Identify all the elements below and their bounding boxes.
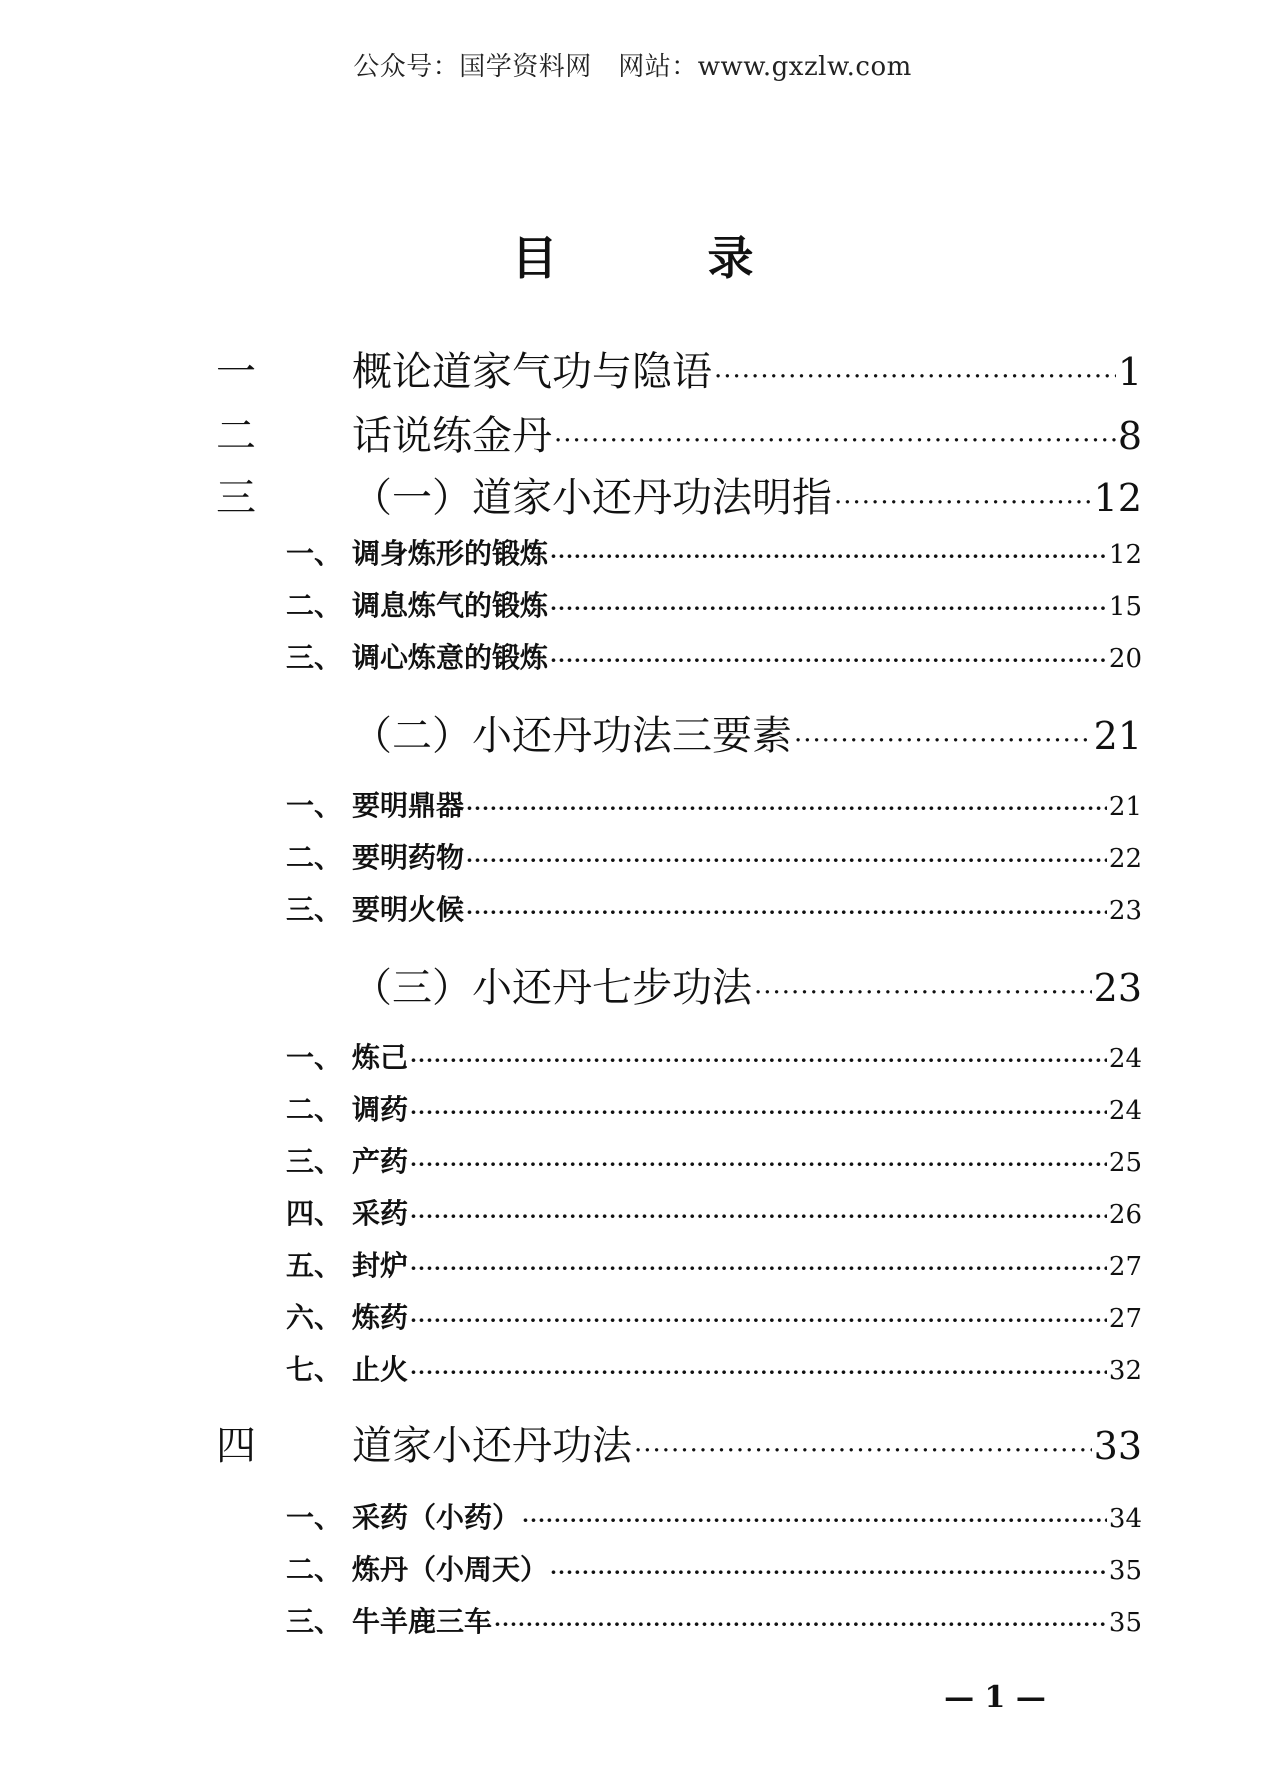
toc-entry-minor[interactable] [352, 532, 1142, 572]
toc-entry-major[interactable] [352, 956, 1142, 1013]
entry-title: 调息炼气的锻炼 [352, 589, 549, 622]
entry-title: 调身炼形的锻炼 [352, 537, 549, 570]
leader-dots [834, 488, 1092, 518]
leader-dots [410, 1256, 1107, 1280]
toc-entry-minor[interactable] [352, 1296, 1142, 1336]
entry-prefix: 一、 [286, 789, 343, 822]
entry-title: 调心炼意的锻炼 [352, 641, 549, 674]
entry-title: （一）道家小还丹功法明指 [352, 475, 832, 521]
leader-dots [410, 1308, 1107, 1332]
toc-entry-major[interactable] [352, 1414, 1142, 1471]
toc-entry-major[interactable] [352, 466, 1142, 523]
entry-prefix: 一、 [286, 1501, 343, 1534]
entry-page: 27 [1108, 1252, 1142, 1282]
title-left-char: 目 [511, 231, 558, 285]
entry-title: 调药 [352, 1093, 409, 1126]
toc-entry-minor[interactable] [352, 1140, 1142, 1180]
entry-page: 21 [1108, 792, 1142, 822]
entry-prefix: 三、 [286, 1145, 343, 1178]
toc-entry-minor[interactable] [352, 1600, 1142, 1640]
entry-title: 采药 [352, 1197, 409, 1230]
entry-prefix: 二、 [286, 1093, 343, 1126]
section-marker: 四 [216, 1423, 256, 1469]
entry-title: 要明火候 [352, 893, 465, 926]
entry-title: 道家小还丹功法 [352, 1423, 632, 1469]
toc-entry-minor[interactable] [352, 1192, 1142, 1232]
leader-dots [522, 1508, 1107, 1532]
leader-dots [410, 1204, 1107, 1228]
entry-prefix: 三、 [286, 893, 343, 926]
leader-dots [634, 1436, 1092, 1466]
leader-dots [466, 900, 1107, 924]
leader-dots [410, 1100, 1107, 1124]
leader-dots [550, 544, 1107, 568]
entry-page: 35 [1108, 1608, 1142, 1638]
entry-prefix: 二、 [286, 589, 343, 622]
entry-prefix: 一、 [286, 537, 343, 570]
entry-page: 24 [1108, 1096, 1142, 1126]
entry-page: 23 [1093, 966, 1142, 1010]
page-number: — 1 — [944, 1680, 1046, 1715]
leader-dots [550, 648, 1107, 672]
entry-page: 23 [1108, 896, 1142, 926]
entry-title: 封炉 [352, 1249, 409, 1282]
toc-entry-minor[interactable] [352, 888, 1142, 928]
entry-page: 15 [1108, 592, 1142, 622]
entry-title: 炼丹（小周天） [352, 1553, 549, 1586]
leader-dots [410, 1048, 1107, 1072]
entry-page: 35 [1108, 1556, 1142, 1586]
leader-dots [794, 726, 1092, 756]
toc-entry-minor[interactable] [352, 1348, 1142, 1388]
leader-dots [466, 848, 1107, 872]
entry-title: 炼己 [352, 1041, 409, 1074]
leader-dots [754, 978, 1092, 1008]
leader-dots [714, 362, 1116, 392]
leader-dots [410, 1360, 1107, 1384]
entry-title: （二）小还丹功法三要素 [352, 713, 792, 759]
entry-page: 12 [1108, 540, 1142, 570]
entry-prefix: 二、 [286, 841, 343, 874]
leader-dots [550, 596, 1107, 620]
toc-entry-minor[interactable] [352, 636, 1142, 676]
entry-title: 止火 [352, 1353, 409, 1386]
toc-entry-minor[interactable] [352, 1244, 1142, 1284]
entry-title: 概论道家气功与隐语 [352, 349, 712, 395]
entry-page: 33 [1093, 1424, 1142, 1468]
entry-page: 1 [1117, 350, 1142, 394]
entry-page: 20 [1108, 644, 1142, 674]
section-marker: 三 [216, 475, 256, 521]
entry-page: 32 [1108, 1356, 1142, 1386]
toc-entry-major[interactable] [352, 404, 1142, 461]
entry-title: 产药 [352, 1145, 409, 1178]
entry-page: 21 [1093, 714, 1142, 758]
toc-entry-minor[interactable] [352, 836, 1142, 876]
leader-dots [550, 1560, 1107, 1584]
toc-entry-minor[interactable] [352, 784, 1142, 824]
entry-prefix: 四、 [286, 1197, 343, 1230]
entry-title: 要明鼎器 [352, 789, 465, 822]
entry-prefix: 七、 [286, 1353, 343, 1386]
entry-page: 27 [1108, 1304, 1142, 1334]
entry-title: 要明药物 [352, 841, 465, 874]
entry-page: 34 [1108, 1504, 1142, 1534]
entry-prefix: 一、 [286, 1041, 343, 1074]
leader-dots [554, 426, 1116, 456]
entry-title: 炼药 [352, 1301, 409, 1334]
page-title [0, 222, 1265, 288]
leader-dots [466, 796, 1107, 820]
toc-entry-minor[interactable] [352, 1496, 1142, 1536]
leader-dots [494, 1612, 1107, 1636]
toc-entry-minor[interactable] [352, 1088, 1142, 1128]
toc-entry-major[interactable] [352, 704, 1142, 761]
toc-entry-minor[interactable] [352, 584, 1142, 624]
section-marker: 一 [216, 349, 256, 395]
entry-title: 话说练金丹 [352, 413, 552, 459]
entry-title: 采药（小药） [352, 1501, 521, 1534]
entry-prefix: 二、 [286, 1553, 343, 1586]
entry-title: 牛羊鹿三车 [352, 1605, 493, 1638]
entry-title: （三）小还丹七步功法 [352, 965, 752, 1011]
entry-prefix: 六、 [286, 1301, 343, 1334]
entry-page: 12 [1093, 476, 1142, 520]
leader-dots [410, 1152, 1107, 1176]
section-marker: 二 [216, 413, 256, 459]
toc-entry-minor[interactable] [352, 1548, 1142, 1588]
page-header: 公众号：国学资料网 网站：www.gxzlw.com [353, 52, 912, 82]
entry-page: 24 [1108, 1044, 1142, 1074]
entry-page: 22 [1108, 844, 1142, 874]
entry-prefix: 三、 [286, 641, 343, 674]
toc-entry-minor[interactable] [352, 1036, 1142, 1076]
toc-entry-major[interactable] [352, 340, 1142, 397]
entry-page: 25 [1108, 1148, 1142, 1178]
entry-prefix: 三、 [286, 1605, 343, 1638]
title-right-char: 录 [707, 231, 754, 285]
entry-page: 8 [1117, 414, 1142, 458]
entry-prefix: 五、 [286, 1249, 343, 1282]
entry-page: 26 [1108, 1200, 1142, 1230]
